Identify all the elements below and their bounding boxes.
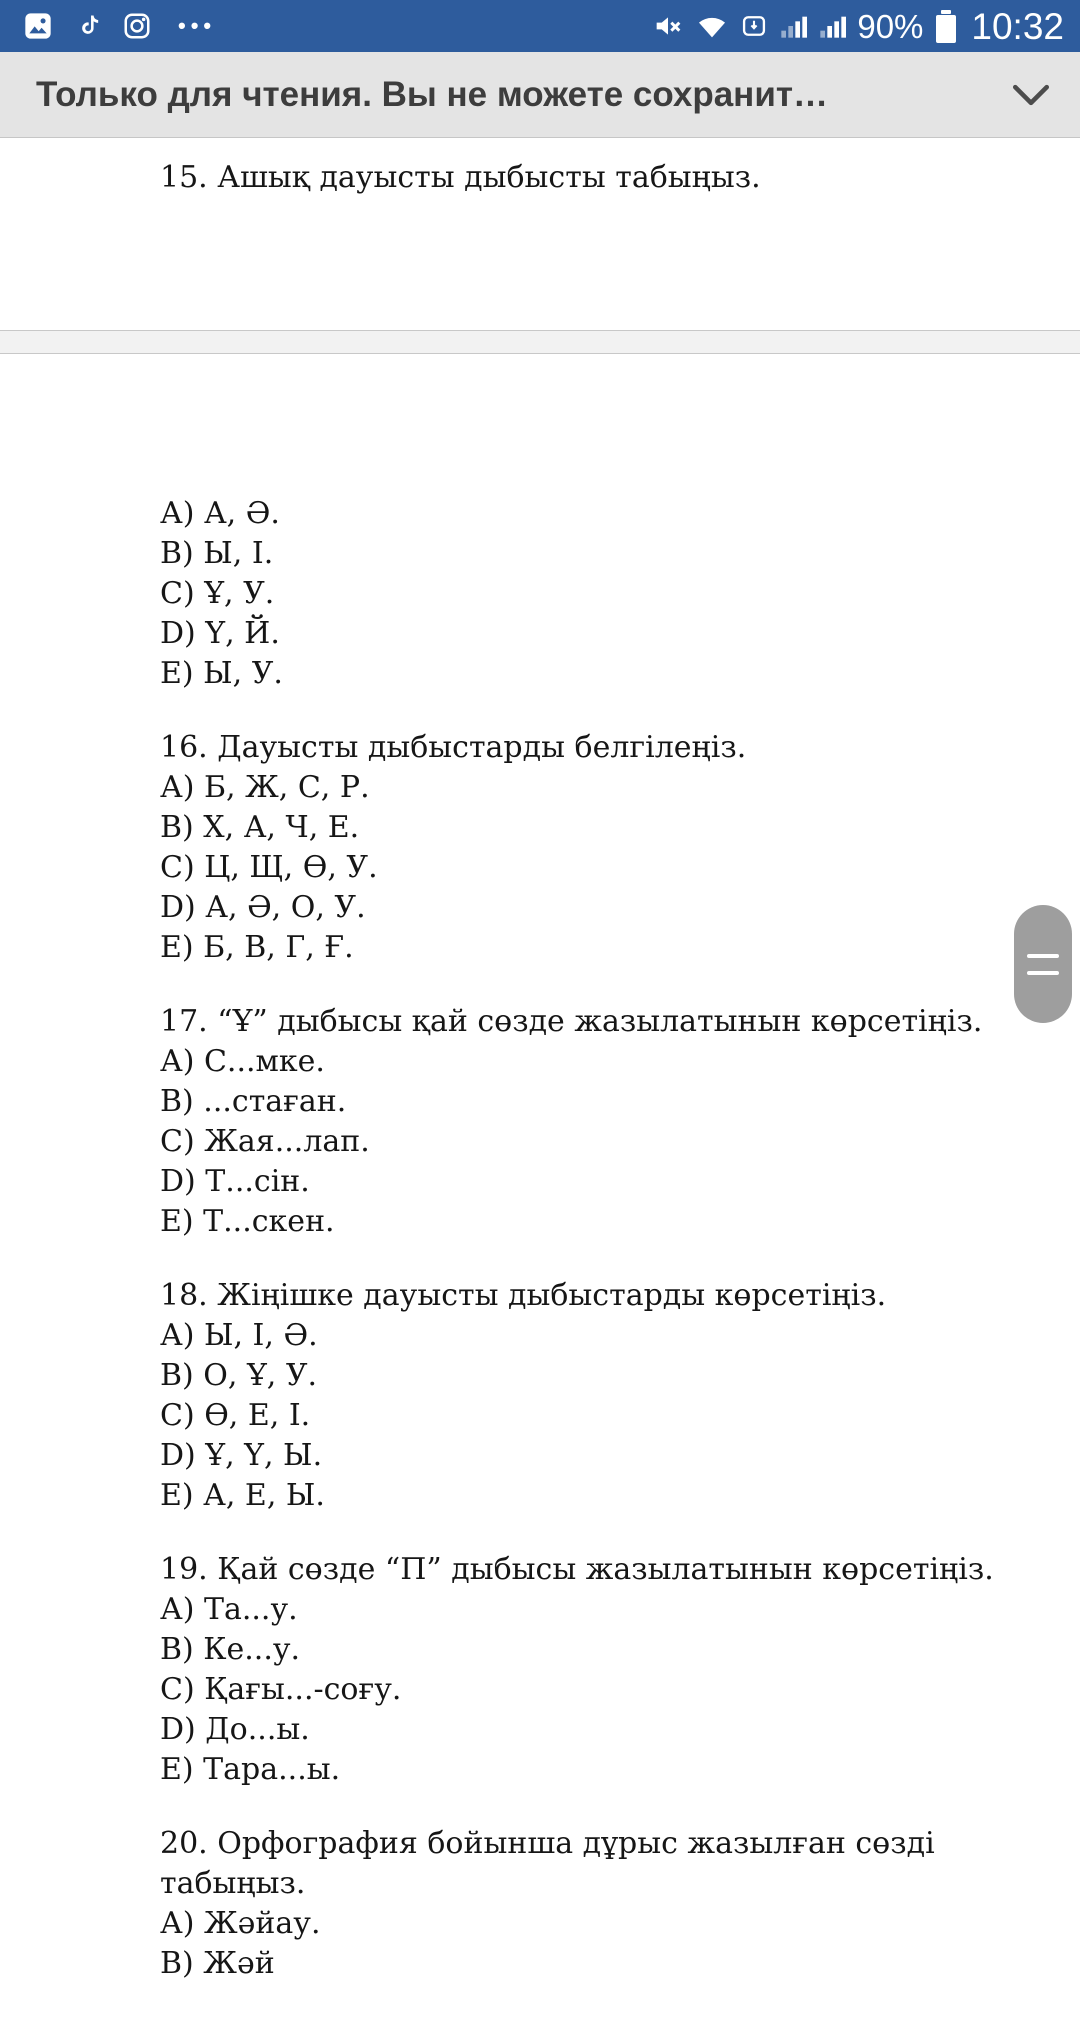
question-title: 17. “Ұ” дыбысы қай сөзде жазылатынын көрсетіңіз. [160,1004,983,1039]
answer-option: А) Б, Ж, С, Р. [160,770,370,805]
questions-container [160,354,1040,1984]
question-block [160,1824,1040,1984]
question-title: 15. Ашық дауысты дыбысты табыңыз. [160,160,761,195]
answer-option: А) Та...у. [160,1592,298,1627]
drag-handle-icon [1027,954,1059,958]
chevron-down-icon[interactable] [1010,82,1052,108]
instagram-icon [122,11,152,41]
answer-option: Е) А, Е, Ы. [160,1478,325,1513]
status-bar [0,0,1080,52]
question-block [160,1002,1040,1242]
readonly-banner[interactable] [0,52,1080,138]
answer-option: А) Жәйау. [160,1906,321,1941]
answer-option: С) Қағы...-соғу. [160,1672,402,1707]
document-view[interactable] [0,138,1080,2018]
answer-option: С) Ұ, У. [160,576,275,611]
answer-option: А) А, Ә. [160,496,280,531]
tiktok-icon [74,11,102,41]
more-notifications-icon: ••• [178,13,217,38]
answer-option: Е) Б, В, Г, Ғ. [160,930,354,965]
answer-option: А) Ы, І, Ә. [160,1318,318,1353]
answer-option: В) О, Ұ, У. [160,1358,318,1393]
readonly-banner-text: Только для чтения. Вы не можете сохранит… [36,74,828,114]
question-title: 18. Жіңішке дауысты дыбыстарды көрсетіңіз. [160,1278,887,1313]
signal-sim2-icon [818,12,846,40]
clock: 10:32 [971,5,1064,47]
status-bar-left [22,10,216,42]
answer-option: С) Ө, Е, І. [160,1398,311,1433]
answer-option: D) Ұ, Ү, Ы. [160,1438,323,1473]
drag-handle-icon [1027,971,1059,975]
answer-option: А) С...мке. [160,1044,325,1079]
signal-sim1-icon [779,12,807,40]
data-saver-icon [740,12,768,40]
volume-muted-icon [652,10,684,42]
status-bar-right [652,5,1064,47]
answer-option: В) Ы, І. [160,536,274,571]
answer-option: В) Жәй [160,1946,275,1981]
answer-option: D) Т...сін. [160,1164,310,1199]
question-block [160,494,1040,694]
question-block [160,728,1040,968]
question-title: 19. Қай сөзде “П” дыбысы жазылатынын көрсетіңіз. [160,1552,994,1587]
answer-option: С) Жая...лап. [160,1124,370,1159]
wifi-icon [695,11,729,41]
question-title: 16. Дауысты дыбыстарды белгілеңіз. [160,730,747,765]
scroll-handle[interactable] [1014,905,1072,1023]
answer-option: С) Ц, Щ, Ө, У. [160,850,378,885]
gallery-icon [22,10,54,42]
question-block [160,1550,1040,1790]
battery-icon [936,10,956,43]
answer-option: Е) Тара...ы. [160,1752,341,1787]
answer-option: Е) Т...скен. [160,1204,335,1239]
answer-option: D) До...ы. [160,1712,310,1747]
answer-option: D) Ү, Й. [160,616,280,651]
answer-option: Е) Ы, У. [160,656,283,691]
answer-option: D) А, Ә, О, У. [160,890,366,925]
battery-percent: 90% [857,7,924,45]
answer-option: В) Х, А, Ч, Е. [160,810,360,845]
question-title: 20. Орфография бойынша дұрыс жазылған сөзді табыңыз. [160,1826,945,1901]
question-block [160,1276,1040,1516]
answer-option: В) ...стаған. [160,1084,347,1119]
answer-option: В) Ке...у. [160,1632,301,1667]
page-break-separator [0,330,1080,354]
